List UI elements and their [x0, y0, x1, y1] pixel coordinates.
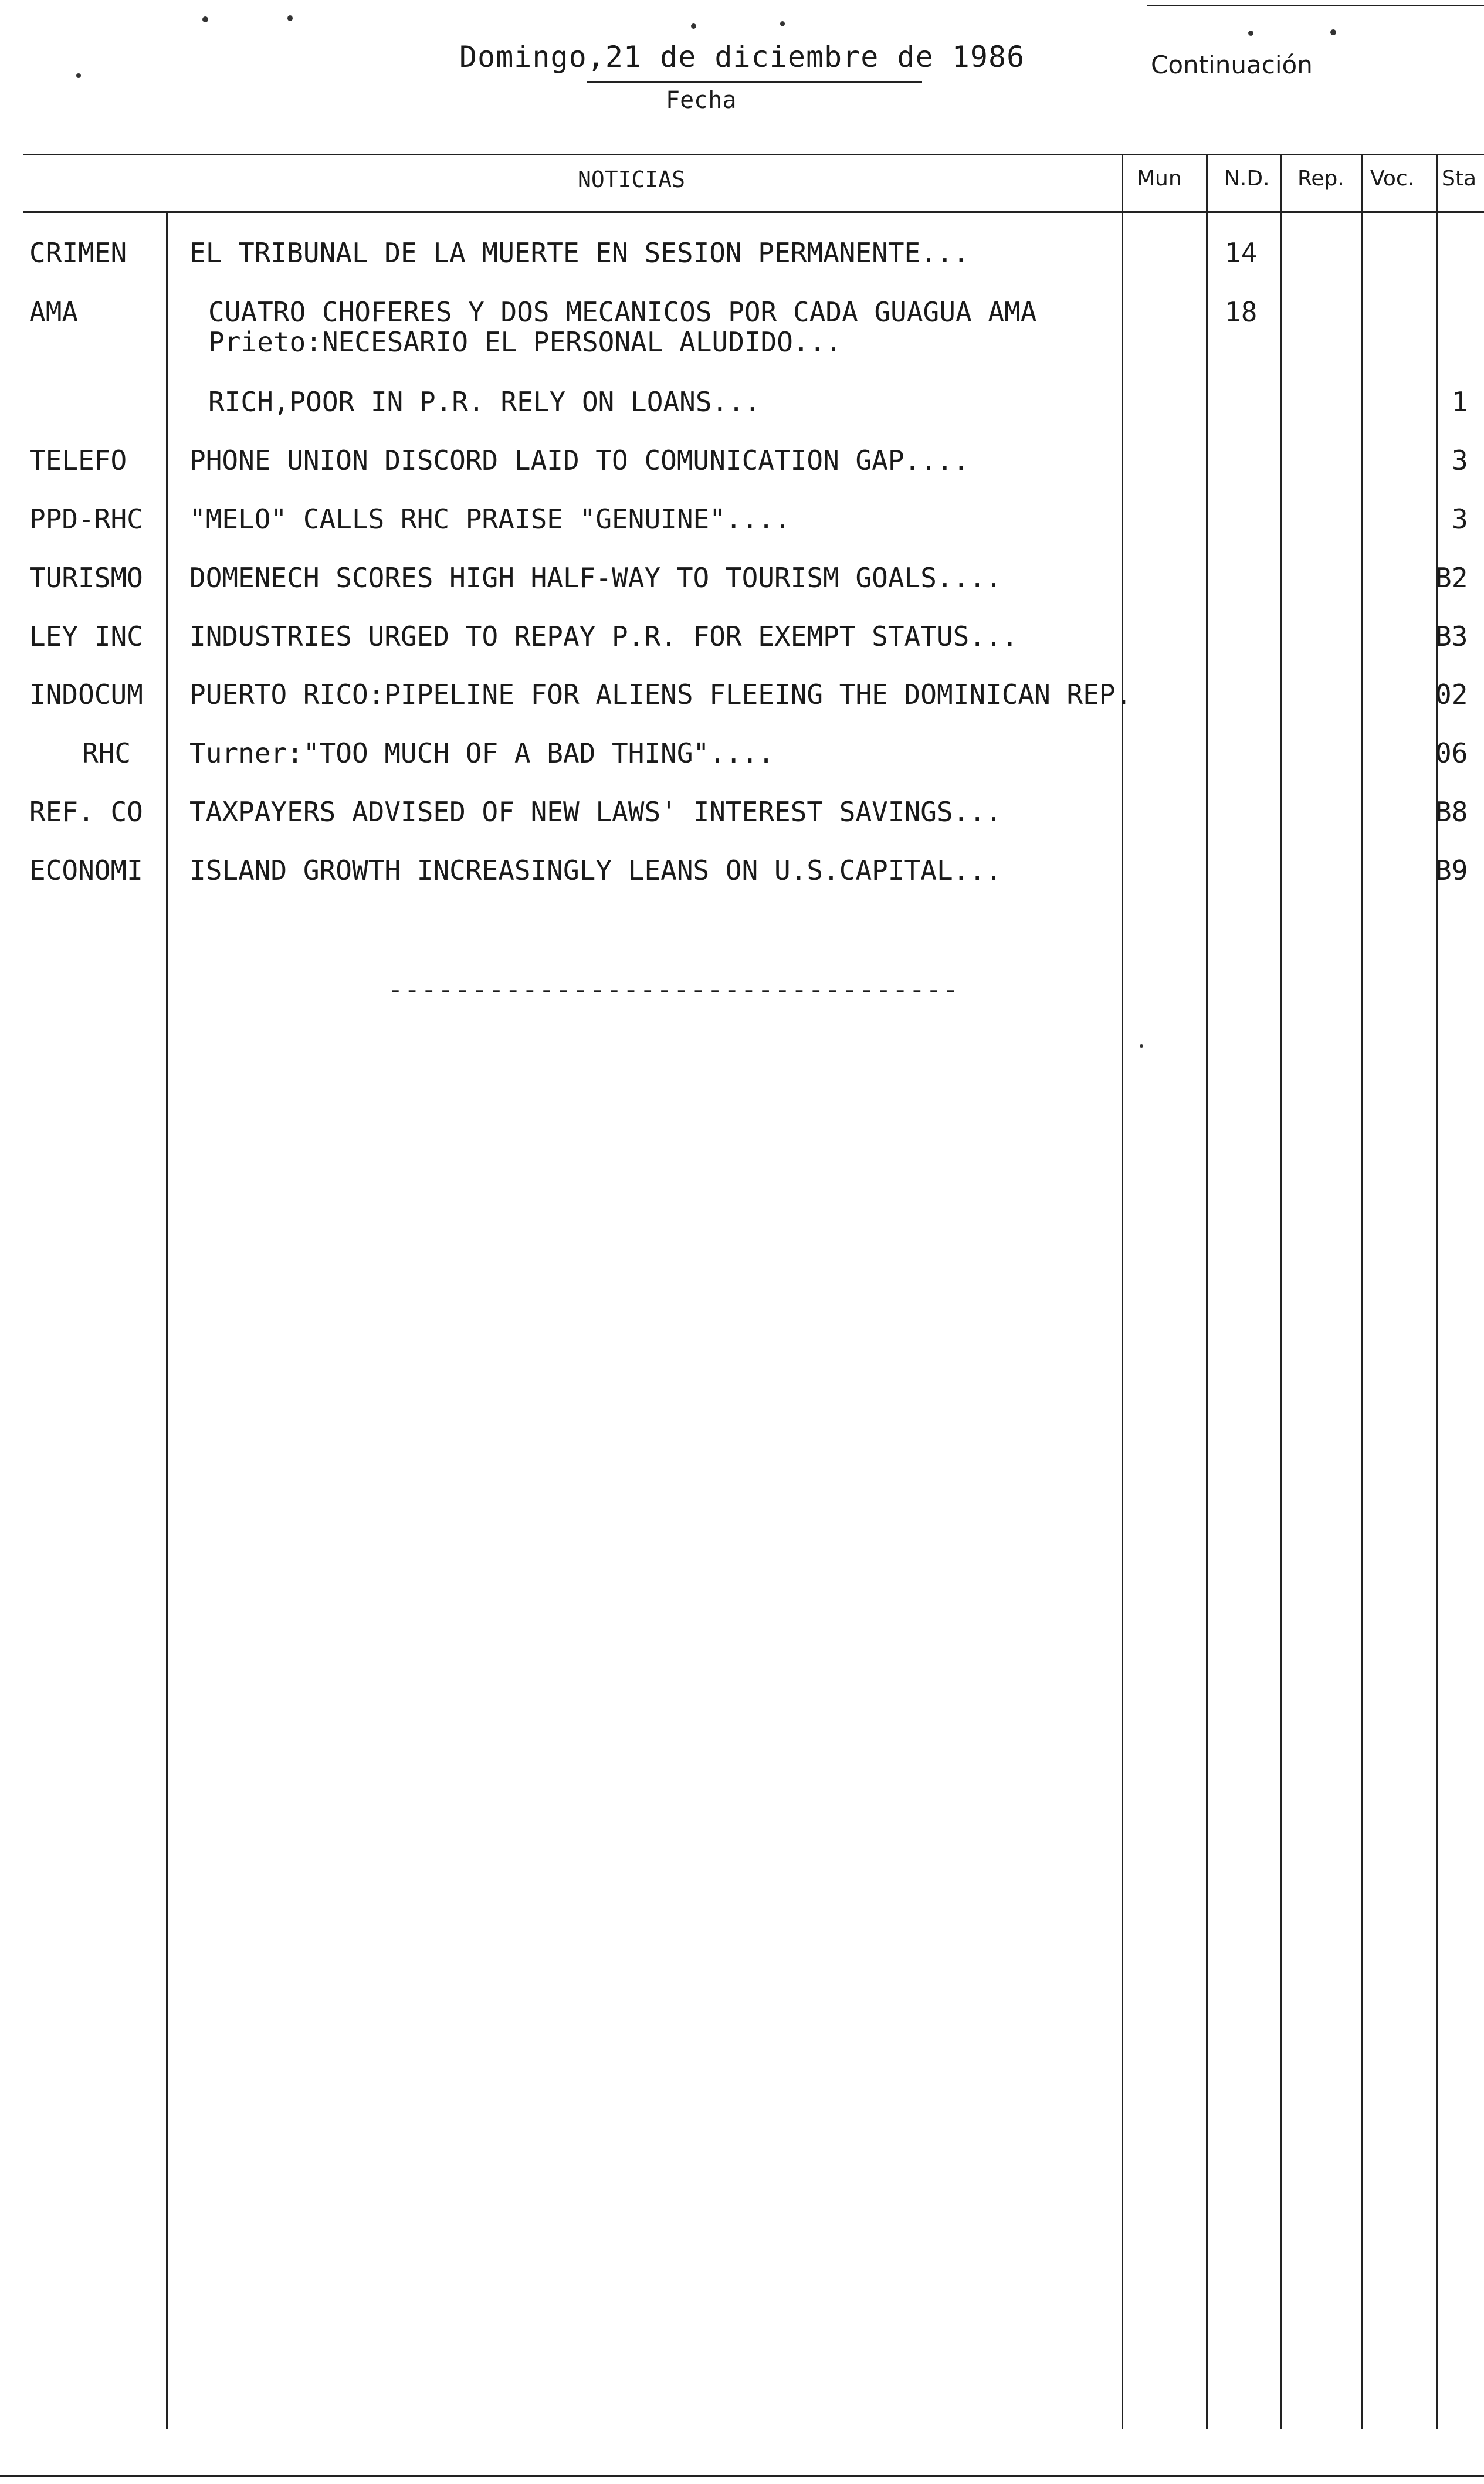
row-subheadline: Prieto:NECESARIO EL PERSONAL ALUDIDO... [208, 326, 842, 358]
document-date: Domingo,21 de diciembre de 1986 [459, 40, 1025, 74]
scan-speck [202, 16, 208, 22]
date-underline [587, 81, 922, 83]
end-separator: ---------------------------------- [387, 974, 960, 1005]
row-category: REF. CO [29, 796, 143, 828]
row-star-value: B8 [1435, 796, 1468, 828]
row-headline: PUERTO RICO:PIPELINE FOR ALIENS FLEEING THE DOMINICAN REP. [189, 679, 1132, 710]
voc-star-divider [1436, 154, 1438, 2429]
top-border-line [1147, 5, 1484, 6]
row-star-value: 02 [1435, 679, 1468, 710]
row-headline: EL TRIBUNAL DE LA MUERTE EN SESION PERMANENTE... [189, 237, 970, 269]
row-star-value: 3 [1452, 445, 1468, 476]
row-headline: "MELO" CALLS RHC PRAISE "GENUINE".... [189, 503, 791, 535]
table-bottom-rule [0, 2475, 1484, 2477]
column-header-voc: Voc. [1370, 167, 1415, 191]
row-category: LEY INC [29, 621, 143, 652]
column-header-star: Sta [1442, 167, 1477, 191]
continuation-label: Continuación [1151, 50, 1313, 79]
column-header-rep: Rep. [1297, 167, 1344, 191]
table-header-rule [23, 211, 1484, 213]
row-nd-value: 14 [1225, 237, 1258, 269]
noticias-mun-divider [1122, 154, 1123, 2429]
scan-speck [1140, 1044, 1143, 1048]
scan-speck [780, 21, 785, 26]
row-category: TELEFO [29, 445, 127, 476]
column-header-mun: Mun [1137, 167, 1182, 191]
row-category: RHC [82, 737, 131, 769]
row-star-value: B2 [1435, 562, 1468, 594]
nd-rep-divider [1280, 154, 1282, 2429]
row-headline: PHONE UNION DISCORD LAID TO COMUNICATION GAP.... [189, 445, 970, 476]
scan-speck [76, 73, 81, 78]
row-headline: DOMENECH SCORES HIGH HALF-WAY TO TOURISM GOALS.... [189, 562, 1002, 594]
row-category: TURISMO [29, 562, 143, 594]
row-star-value: 3 [1452, 503, 1468, 535]
row-category: INDOCUM [29, 679, 143, 710]
column-header-nd: N.D. [1224, 167, 1270, 191]
row-headline: TAXPAYERS ADVISED OF NEW LAWS' INTEREST SAVINGS... [189, 796, 1002, 828]
row-star-value: 1 [1452, 386, 1468, 418]
scan-speck [691, 23, 696, 29]
rep-voc-divider [1361, 154, 1363, 2429]
row-headline: Turner:"TOO MUCH OF A BAD THING".... [189, 737, 774, 769]
row-category: AMA [29, 296, 79, 328]
scan-speck [1330, 29, 1336, 35]
scan-speck [1248, 31, 1253, 36]
scan-speck [287, 15, 293, 21]
row-headline: INDUSTRIES URGED TO REPAY P.R. FOR EXEMPT STATUS... [189, 621, 1018, 652]
mun-nd-divider [1206, 154, 1208, 2429]
row-category: CRIMEN [29, 237, 127, 269]
row-category: ECONOMI [29, 855, 143, 886]
row-headline: CUATRO CHOFERES Y DOS MECANICOS POR CADA GUAGUA AMA [208, 296, 1037, 328]
row-star-value: B9 [1435, 855, 1468, 886]
table-top-rule [23, 154, 1484, 155]
row-star-value: 06 [1435, 737, 1468, 769]
row-category: PPD-RHC [29, 503, 143, 535]
category-column-divider [166, 212, 168, 2429]
column-header-noticias: NOTICIAS [578, 167, 686, 192]
row-nd-value: 18 [1225, 296, 1258, 328]
row-star-value: B3 [1435, 621, 1468, 652]
row-headline: ISLAND GROWTH INCREASINGLY LEANS ON U.S.CAPITAL... [189, 855, 1002, 886]
date-label: Fecha [666, 87, 737, 114]
row-headline: RICH,POOR IN P.R. RELY ON LOANS... [208, 386, 761, 418]
